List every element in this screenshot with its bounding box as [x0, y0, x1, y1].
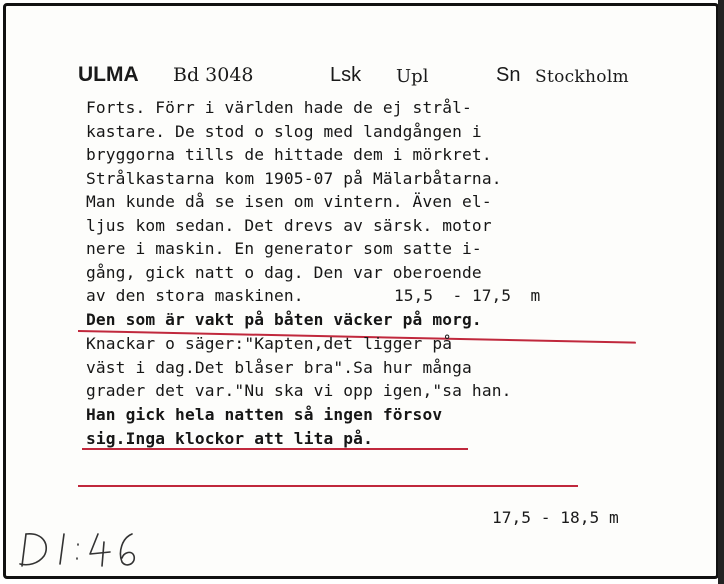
text-line: Man kunde då se isen om vintern. Även el-: [86, 192, 492, 211]
text-line-underlined: sig.Inga klockor att lita på.: [86, 429, 373, 448]
text-line: av den stora maskinen.: [86, 286, 304, 305]
text-line: nere i maskin. En generator som satte i-: [86, 239, 482, 258]
text-line: Strålkastarna kom 1905-07 på Mälarbåtarna.: [86, 168, 502, 188]
card-header: [0, 62, 724, 94]
text-line: ljus kom sedan. Det drevs av särsk. motor: [86, 215, 492, 235]
text-line: Knackar o säger:"Kapten,det ligger på: [86, 334, 453, 353]
text-line: väst i dag.Det blåser bra".Sa hur många: [86, 357, 472, 377]
text-line: bryggorna tills de hittade dem i mörkret.: [86, 145, 492, 164]
landskap-value: Upl: [396, 66, 429, 87]
handwritten-signature: [14, 524, 144, 574]
depth-measure: 17,5 - 18,5 m: [492, 508, 619, 527]
landskap-label: Lsk: [330, 64, 362, 86]
socken-value: Stockholm: [535, 67, 629, 87]
text-line: gång, gick natt o dag. Den var oberoende: [86, 262, 482, 282]
reference-number: Bd 3048: [173, 64, 254, 86]
text-line: kastare. De stod o slog med landgången i: [86, 121, 482, 141]
red-underline: [78, 485, 578, 487]
archive-name: ULMA: [78, 63, 139, 86]
text-line: Forts. Förr i världen hade de ej strål-: [86, 98, 472, 117]
socken-label: Sn: [496, 64, 521, 86]
red-underline: [82, 448, 468, 450]
depth-measure: 15,5 - 17,5 m: [394, 286, 541, 305]
text-line-underlined: Han gick hela natten så ingen försov: [86, 405, 443, 424]
text-line: grader det var."Nu ska vi opp igen,"sa han.: [86, 381, 512, 400]
text-line-underlined: Den som är vakt på båten väcker på morg.: [86, 310, 482, 329]
